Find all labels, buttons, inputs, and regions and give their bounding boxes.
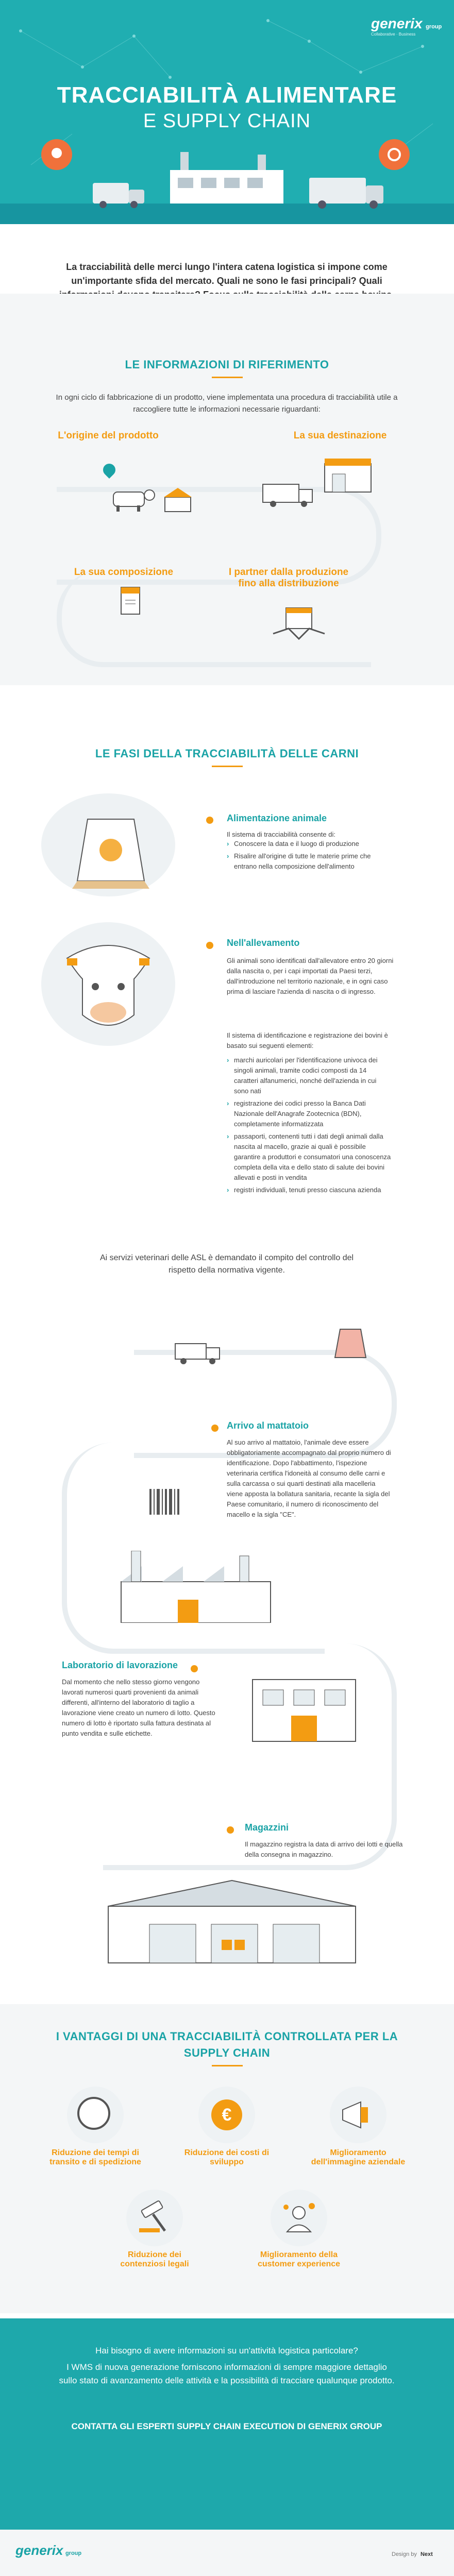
megaphone-icon: [338, 2097, 379, 2133]
lab-title: Laboratorio di lavorazione: [62, 1660, 178, 1670]
breeding-text: Gli animali sono identificati dall'allevatore entro 20 giorni dalla nascita o, per i capi importati da Paesi terzi, dall'introduzione nel territorio nazionale, e in ogni caso prima di lasciare l'azienda di nascita o di ingresso.: [227, 957, 394, 995]
hero-section: [0, 0, 454, 224]
breeding-bullet: › registrazione dei codici presso la Banca Dati Nazionale dell'Anagrafe Zootecnica (BDN), completamente informatizzata: [227, 1098, 392, 1129]
hero-title-line2: E SUPPLY CHAIN: [143, 110, 311, 132]
handshake-box-icon: [268, 603, 330, 649]
info-section-title: LE INFORMAZIONI DI RIFERIMENTO: [0, 358, 454, 378]
breeding-text-2: Il sistema di identificazione e registrazione dei bovini è basato sui seguenti elementi:: [227, 1031, 388, 1049]
brand-logo[interactable]: [371, 15, 442, 37]
benefit-image: Miglioramento dell'immagine aziendale: [311, 2148, 406, 2166]
info-item-origin: L'origine del prodotto: [58, 430, 159, 441]
barcode-icon: [119, 1484, 211, 1530]
lab-dot: [191, 1665, 198, 1672]
slaughter-dot: [211, 1425, 218, 1432]
product-package-icon: [116, 582, 147, 618]
info-item-partners: I partner dalla produzione fino alla distribuzione: [228, 567, 349, 589]
cow-icon: [57, 938, 160, 1036]
asl-note: Ai servizi veterinari delle ASL è demandato il compito del controllo del rispetto della normativa vigente.: [99, 1253, 354, 1275]
footer-logo[interactable]: [15, 2543, 81, 2558]
slaughter-title: Arrivo al mattatoio: [227, 1420, 309, 1431]
brand-name: generix: [371, 15, 423, 31]
slaughterhouse-icon: [111, 1551, 281, 1623]
feeding-title: Alimentazione animale: [227, 813, 327, 823]
warehouse-dot: [227, 1826, 234, 1834]
benefit-customer: Miglioramento della customer experience: [257, 2250, 341, 2268]
hero-title: [0, 82, 454, 132]
breeding-bullet: › registri individuali, tenuti presso ciascuna azienda: [227, 1185, 392, 1195]
breeding-bullet: › marchi auricolari per l'identificazione univoca dei singoli animali, tramite codici composti da 14 caratteri alfanumerici, nonché dell'azienda in cui sono nati: [227, 1055, 392, 1096]
hero-title-line1: TRACCIABILITÀ ALIMENTARE: [57, 82, 397, 108]
phases-section-title: LE FASI DELLA TRACCIABILITÀ DELLE CARNI: [0, 747, 454, 767]
feeding-bullets: [227, 839, 392, 874]
benefit-costs: Riduzione dei costi di sviluppo: [184, 2148, 270, 2166]
cow-farm-icon: [103, 482, 206, 513]
lab-building-icon: [242, 1659, 366, 1747]
brand-group: group: [426, 24, 442, 30]
gavel-icon: [137, 2200, 173, 2236]
footer-credits: [392, 2551, 433, 2557]
feeding-dot: [206, 817, 213, 824]
cta-line1: Hai bisogno di avere informazioni su un'attività logistica particolare?: [95, 2346, 358, 2355]
cta-contact-link[interactable]: CONTATTA GLI ESPERTI SUPPLY CHAIN EXECUTION DI GENERIX GROUP: [71, 2421, 382, 2431]
info-item-composition: La sua composizione: [74, 567, 174, 578]
warehouse-text: Il magazzino registra la data di arrivo dei lotti e quella della consegna in magazzino.: [245, 1840, 403, 1858]
info-section-text: In ogni ciclo di fabbricazione di un prodotto, viene implementata una procedura di tracciabilità utile a raccogliere tutte le informazioni necessarie riguardanti:: [56, 393, 398, 414]
carcass-icon: [325, 1327, 376, 1363]
feeding-bullet: › Conoscere la data e il luogo di produzione: [227, 839, 392, 849]
breeding-dot: [206, 942, 213, 949]
benefit-transit: Riduzione dei tempi di transito e di spedizione: [49, 2148, 141, 2166]
brand-tagline: Collaborative · Business: [371, 32, 416, 37]
breeding-title: Nell'allevamento: [227, 938, 300, 948]
feeding-bullet: › Risalire all'origine di tutte le materie prime che entrano nella composizione dell'alimento: [227, 851, 392, 872]
warehouse-title: Magazzini: [245, 1822, 289, 1833]
footer-brand-group: group: [65, 2550, 82, 2556]
info-item-destination: La sua destinazione: [293, 430, 387, 441]
lab-text: Dal momento che nello stesso giorno vengono lavorati numerosi quarti provenienti da animali differenti, all'interno del laboratorio di taglio a lavorazione viene creato un numero di lotto. Questo numero di lotto è riportato sulla fattura destinata al punto vendita e sulle etichette.: [62, 1678, 215, 1737]
cta-line2: I WMS di nuova generazione forniscono informazioni di sempre maggiore dettaglio sullo stato di avanzamento delle attività e la possibilità di tracciare qualunque prodotto.: [59, 2362, 395, 2385]
footer-design-label: Design by: [392, 2551, 417, 2557]
feeding-text: Il sistema di tracciabilità consente di:: [227, 831, 335, 838]
breeding-bullets: [227, 1055, 392, 1197]
euro-coin-icon: €: [211, 2099, 242, 2130]
benefits-section-title: I VANTAGGI DI UNA TRACCIABILITÀ CONTROLLATA PER LA SUPPLY CHAIN: [0, 2030, 454, 2066]
customer-hearts-icon: [281, 2200, 317, 2236]
clock-icon: [77, 2097, 110, 2130]
footer-partner-logo[interactable]: Next: [420, 2551, 433, 2557]
slaughter-text: Al suo arrivo al mattatoio, l'animale deve essere obbligatoriamente accompagnato dal proprio numero di identificazione. Dopo l'abbattimento, l'ispezione veterinaria certifica l'idoneità al consumo delle carni e sulla carcassa o sui quarti destinati alla macelleria viene apposta la bollatura sanitaria, recante la sigla del Paese comunitario, il numero di riconoscimento del macello e la sigla "CE".: [227, 1438, 391, 1518]
store-truck-icon: [253, 453, 376, 510]
footer-brand-name: generix: [15, 2543, 63, 2558]
feed-bag-icon: [67, 804, 155, 891]
breeding-bullet: › passaporti, contenenti tutti i dati degli animali dalla nascita al macello, grazie ai quali è possibile garantire a produttori e consumatori una conoscenza completa della vita e dello stato di salute dei bovini allevati e posti in vendita: [227, 1131, 392, 1183]
warehouse-icon: [88, 1875, 376, 1968]
benefit-legal: Riduzione dei contenziosi legali: [120, 2250, 189, 2268]
road-truck-icon: [170, 1340, 227, 1365]
hero-factory-graphic: [170, 152, 283, 204]
intro-text: La tracciabilità delle merci lungo l'intera catena logistica si impone come un'importante sfida del mercato. Quali ne sono le fasi principali? Quali: [66, 262, 388, 286]
